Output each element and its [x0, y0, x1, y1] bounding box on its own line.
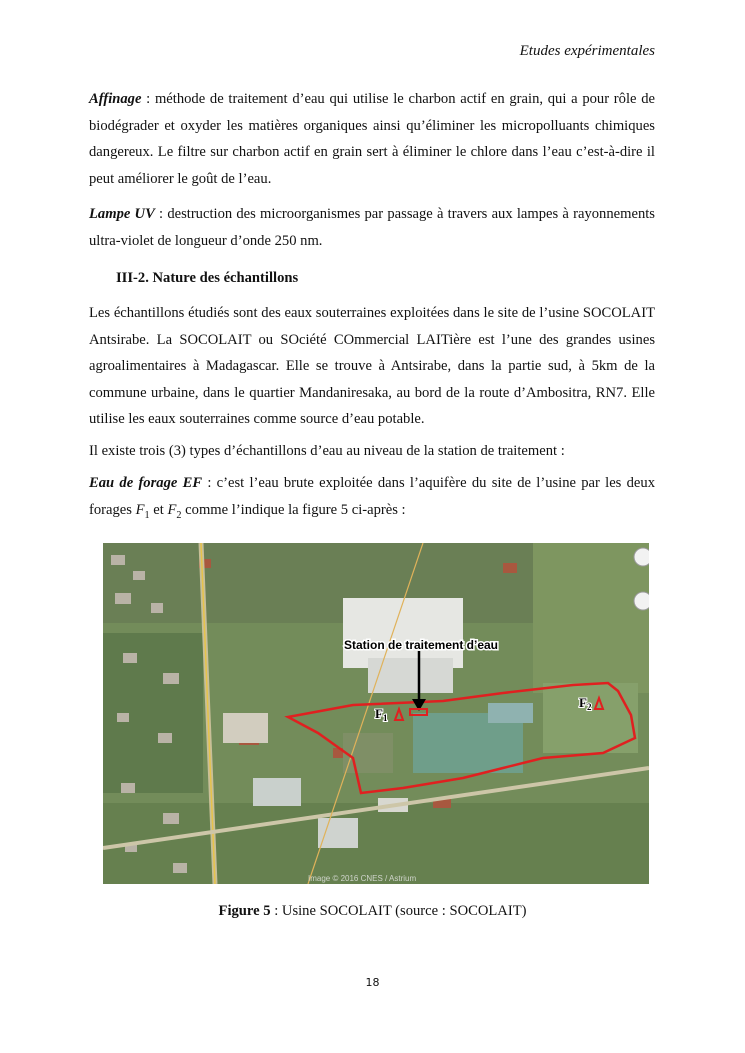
factory-roof-large — [343, 598, 463, 668]
page-number: 18 — [365, 976, 380, 989]
text-affinage: : méthode de traitement d’eau qui utilise le charbon actif en grain, qui a pour rôle de biodégrader et oxyder les matières organiques ainsi qu’éliminer les micropolluants chimiques dangereux. Le filtre sur charbon actif en grain sert à éliminer le chlore dans l’eau c’est-à-dire il peut améliorer le goût de l’eau. — [89, 91, 655, 187]
field-inside — [343, 733, 393, 773]
term-affinage: Affinage — [89, 91, 142, 107]
var-f2-sub: 2 — [176, 509, 182, 521]
paragraph-affinage — [89, 86, 655, 192]
building-south — [318, 818, 358, 848]
term-eau-de-forage: Eau de forage EF — [89, 475, 203, 491]
paragraph-echantillons: Les échantillons étudiés sont des eaux souterraines exploitées dans le site de l’usine SOCOLAIT Antsirabe. La SOCOLAIT ou SOciété COmmercial LAITière est l’une des grandes usines agroalimentaires à Madagascar. Elle se trouve à Antsirabe, dans la partie sud, à 5km de la commune urbaine, dans le quartier Mandaniresaka, au bord de la route d’Ambositra, RN7. Elle utilise les eaux souterraines comme source d’eau potable. — [89, 305, 655, 427]
caption-label: Figure 5 — [218, 903, 271, 919]
text-and: et — [149, 501, 168, 518]
map-nav-down-icon — [634, 592, 649, 610]
section-title: III-2. Nature des échantillons — [116, 270, 299, 286]
var-f1-sub: 1 — [144, 509, 150, 521]
caption-text: : Usine SOCOLAIT (source : SOCOLAIT) — [270, 903, 527, 919]
f1-label: $F_1$ — [375, 706, 388, 723]
building-west — [223, 713, 268, 743]
text-lampe-uv: : destruction des microorganismes par passage à travers aux lampes à rayonnements ultra-violet de longueur d’onde 250 nm. — [89, 206, 655, 249]
f2-label: $F_2$ — [579, 695, 592, 712]
var-f2: F — [167, 501, 177, 518]
satellite-image — [103, 543, 649, 884]
term-lampe-uv: Lampe UV — [89, 206, 155, 222]
paragraph-types: Il existe trois (3) types d’échantillons d’eau au niveau de la station de traitement : — [89, 443, 565, 459]
building-south-west — [253, 778, 301, 806]
running-header: Etudes expérimentales — [519, 43, 655, 59]
terrain-east — [533, 543, 649, 693]
factory-roof-mid — [368, 658, 453, 693]
figure-caption — [0, 903, 745, 920]
factory-teal-roof — [488, 703, 533, 723]
satellite-map — [103, 543, 649, 884]
station-label: Station de traitement d’eau — [343, 638, 499, 652]
image-credit: Image © 2016 CNES / Astrium — [308, 874, 417, 883]
paragraph-lampe-uv — [89, 201, 655, 254]
text-forage-b: comme l’indique la figure 5 ci-après : — [181, 501, 406, 518]
map-nav-up-icon — [634, 548, 649, 566]
paragraph-forage — [89, 470, 655, 529]
text-forage-a: : c’est l’eau brute exploitée dans l’aquifère du site de l’usine par les deux forages — [89, 475, 655, 518]
var-f1: F — [135, 501, 145, 518]
